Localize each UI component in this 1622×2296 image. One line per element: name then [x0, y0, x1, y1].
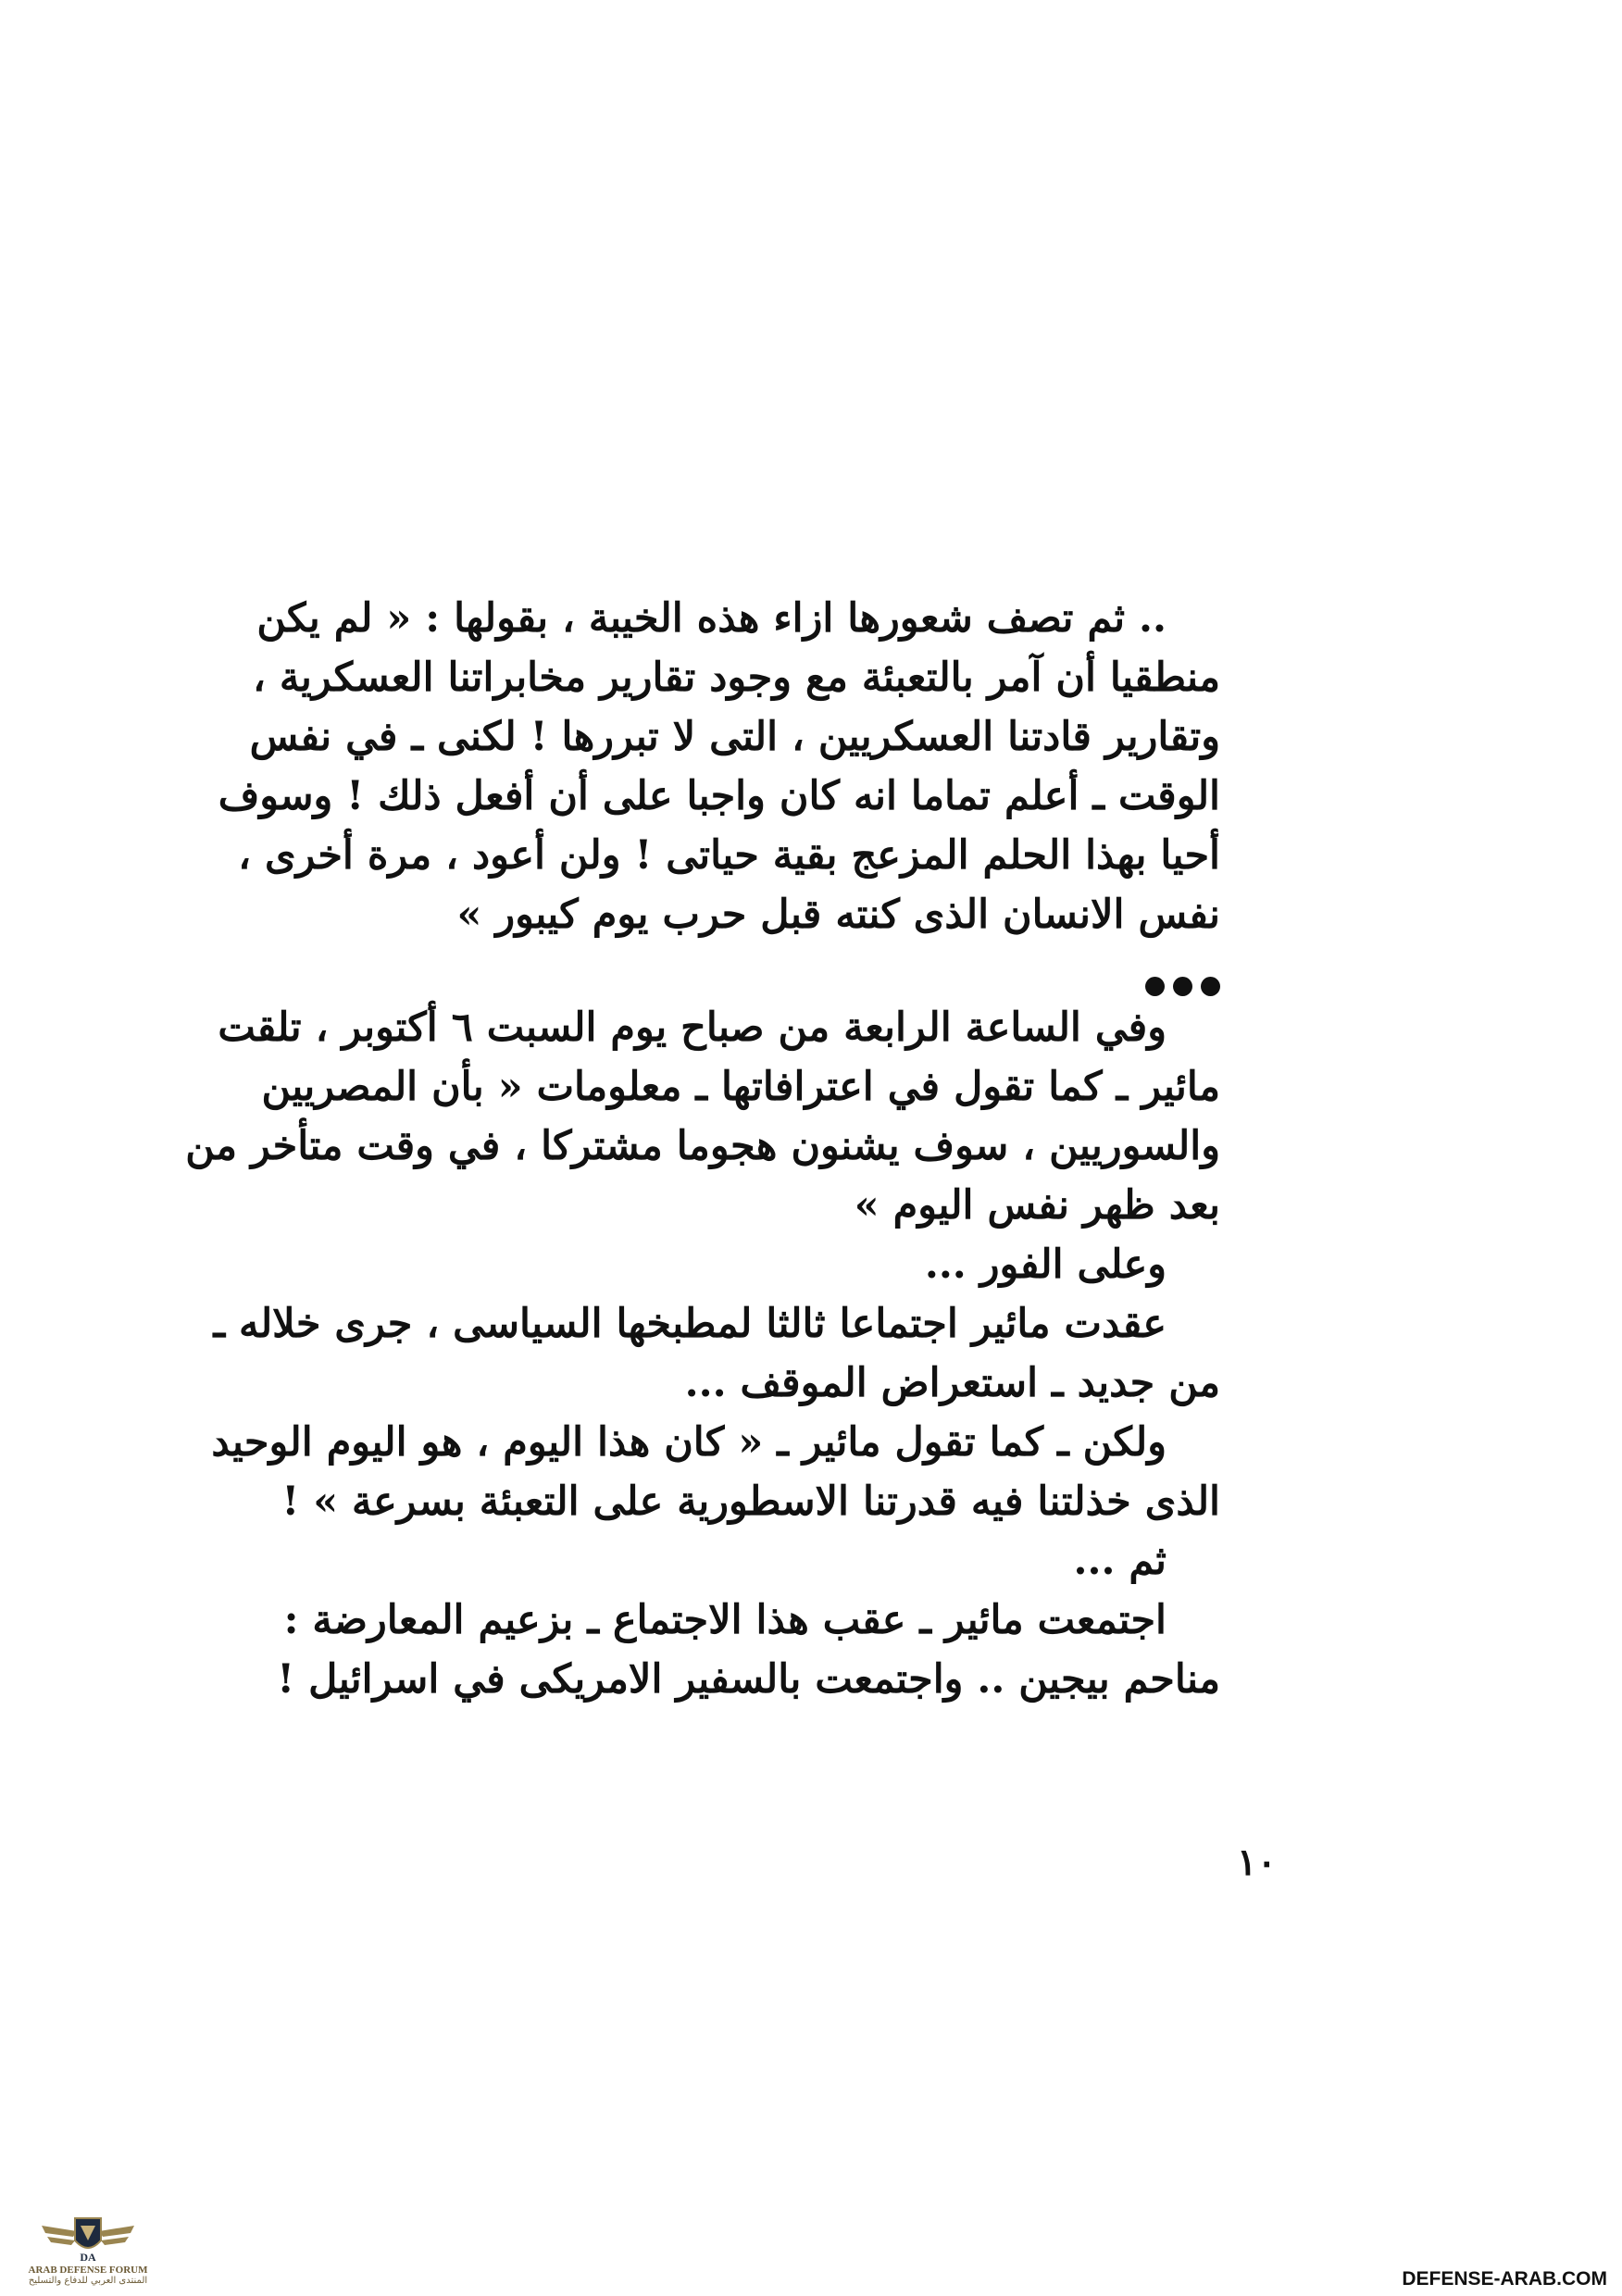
dot-icon — [1173, 977, 1192, 996]
text-line: أحيا بهذا الحلم المزعج بقية حياتى ! ولن أعود ، مرة أخرى ، — [238, 832, 1220, 879]
text-line: اجتمعت مائير ـ عقب هذا الاجتماع ـ بزعيم المعارضة : — [283, 1597, 1167, 1643]
text-line: بعد ظهر نفس اليوم » — [854, 1182, 1220, 1229]
page-text — [185, 589, 1220, 1709]
text-line: الوقت ـ أعلم تماما انه كان واجبا على أن أفعل ذلك ! وسوف — [218, 773, 1220, 819]
text-line: مائير ـ كما تقول في اعترافاتها ـ معلومات « بأن المصريين — [261, 1064, 1220, 1110]
text-line: .. ثم تصف شعورها ازاء هذه الخيبة ، بقولها : « لم يكن — [256, 595, 1167, 642]
paragraph-3 — [257, 1235, 1220, 1294]
paragraph-6 — [257, 1531, 1220, 1591]
text-line: ثم ... — [1073, 1538, 1167, 1584]
section-divider-dots — [257, 954, 1220, 994]
text-line: من جديد ـ استعراض الموقف ... — [684, 1360, 1220, 1406]
text-line: ولكن ـ كما تقول مائير ـ « كان هذا اليوم ، هو اليوم الوحيد — [211, 1419, 1167, 1466]
dot-icon — [1145, 977, 1165, 996]
logo-subtitle: المنتدى العربي للدفاع والتسليح — [28, 2276, 148, 2286]
logo-title: ARAB DEFENSE FORUM — [28, 2265, 148, 2276]
text-line: منطقيا أن آمر بالتعبئة مع وجود تقارير مخابراتنا العسكرية ، — [253, 655, 1220, 701]
text-line: نفس الانسان الذى كنته قبل حرب يوم كيبور » — [456, 892, 1220, 938]
text-line: وعلى الفور ... — [924, 1242, 1167, 1288]
paragraph-2 — [185, 998, 1220, 1235]
paragraph-1 — [218, 589, 1220, 944]
text-line: مناحم بيجين .. واجتمعت بالسفير الامريكى في اسرائيل ! — [277, 1656, 1220, 1703]
text-line: وفي الساعة الرابعة من صباح يوم السبت ٦ أكتوبر ، تلقت — [218, 1004, 1167, 1051]
paragraph-5 — [211, 1413, 1220, 1531]
paragraph-4 — [213, 1294, 1220, 1413]
page-number: ١٠ — [1237, 1841, 1277, 1884]
paragraph-7 — [257, 1591, 1220, 1709]
logo-initials: DA — [80, 2251, 96, 2264]
text-line: الذى خذلتنا فيه قدرتنا الاسطورية على التعبئة بسرعة » ! — [281, 1479, 1220, 1525]
dot-icon — [1201, 977, 1220, 996]
site-url-watermark: DEFENSE-ARAB.COM — [1402, 2268, 1607, 2290]
forum-logo — [19, 2213, 157, 2292]
text-line: عقدت مائير اجتماعا ثالثا لمطبخها السياسى ، جرى خلاله ـ — [213, 1301, 1167, 1347]
text-line: وتقارير قادتنا العسكريين ، التى لا تبررها ! لكنى ـ في نفس — [249, 714, 1220, 760]
winged-shield-icon — [32, 2213, 143, 2265]
text-line: والسوريين ، سوف يشنون هجوما مشتركا ، في وقت متأخر من — [185, 1123, 1220, 1169]
